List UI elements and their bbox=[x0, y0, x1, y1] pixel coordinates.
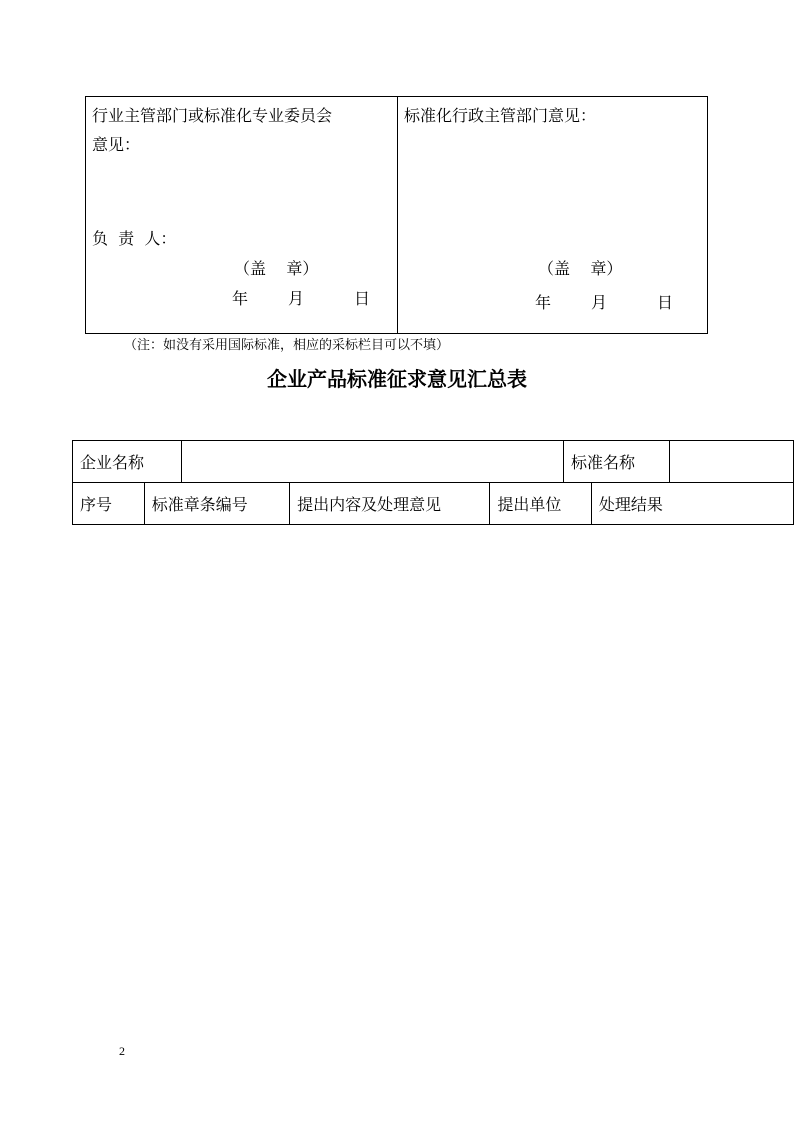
header-clause-number: 标准章条编号 bbox=[144, 483, 289, 525]
header-serial-number: 序号 bbox=[73, 483, 145, 525]
company-name-label: 企业名称 bbox=[73, 441, 182, 483]
left-seal-label: （盖 章） bbox=[234, 259, 319, 278]
note-text: （注：如没有采用国际标准，相应的采标栏目可以不填） bbox=[124, 338, 450, 353]
header-proposing-unit: 提出单位 bbox=[490, 483, 592, 525]
page-title: 企业产品标准征求意见汇总表 bbox=[267, 367, 527, 391]
left-heading-line2: 意见： bbox=[92, 135, 141, 154]
header-result: 处理结果 bbox=[591, 483, 793, 525]
left-year-label: 年 bbox=[232, 289, 249, 308]
right-seal-label: （盖 章） bbox=[538, 259, 623, 278]
header-content-and-opinion: 提出内容及处理意见 bbox=[290, 483, 490, 525]
table-header-row bbox=[73, 483, 794, 525]
approval-box bbox=[85, 96, 708, 334]
table-row bbox=[73, 441, 794, 483]
left-month-label: 月 bbox=[288, 289, 305, 308]
page-number: 2 bbox=[119, 1044, 125, 1058]
right-day-label: 日 bbox=[657, 293, 674, 312]
left-heading-line1: 行业主管部门或标准化专业委员会 bbox=[92, 106, 333, 125]
company-name-value[interactable] bbox=[181, 441, 563, 483]
standard-name-label: 标准名称 bbox=[563, 441, 670, 483]
right-heading: 标准化行政主管部门意见： bbox=[404, 106, 597, 125]
right-month-label: 月 bbox=[591, 293, 608, 312]
right-year-label: 年 bbox=[535, 293, 552, 312]
responsible-person-label: 负 责 人： bbox=[92, 229, 177, 248]
left-day-label: 日 bbox=[354, 289, 371, 308]
box-divider bbox=[397, 97, 398, 333]
summary-table bbox=[72, 440, 794, 525]
standard-name-value[interactable] bbox=[670, 441, 794, 483]
